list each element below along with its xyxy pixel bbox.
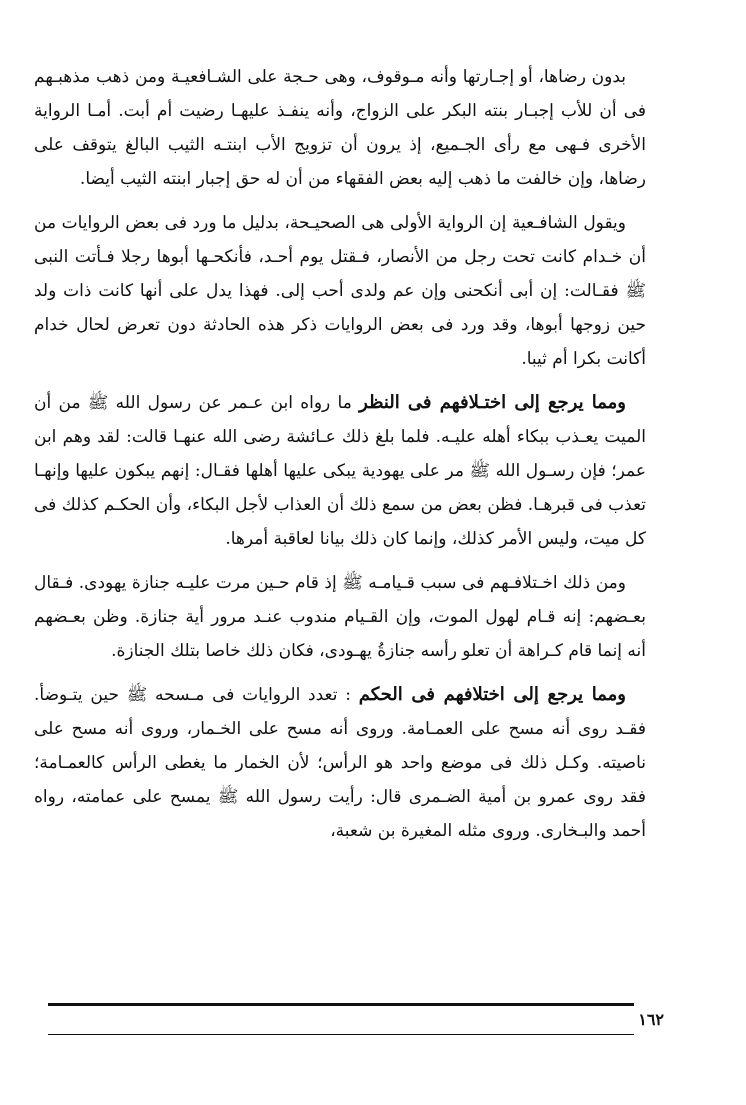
paragraph-1-text: بدون رضاها، أو إجـارتها وأنه مـوقوف، وهى حـجة على الشـافعيـة ومن ذهب مذهبـهم فى أن للأب إجبـار بنته البكر على الزواج، وأنه ينفـذ عليهـا رضيت أم أبت. أمـا الرواية الأخرى فـهى مع رأى الجـميع، إذ يرون أن تزويج الأب ابنتـه الثيب البالغ يتوقف على رضاها، وإن خالفت ما ذهب إليه بعض الفقهاء من أن له حق إجبار ابنته الثيب أيضا.: [34, 67, 647, 189]
page-number: ١٦٢: [638, 1010, 664, 1029]
paragraph-1: [34, 60, 646, 196]
paragraph-5: [34, 678, 646, 848]
paragraph-3-heading: ومما يرجع إلى اختـلافهم فى النظر: [359, 392, 626, 413]
footer-rule-thin: [48, 1034, 634, 1035]
paragraph-4: [34, 566, 646, 668]
paragraph-3: [34, 386, 646, 556]
paragraph-2-text: ويقول الشافـعية إن الرواية الأولى هى الصحيـحة، بدليل ما ورد فى بعض الروايات من أن خـدام كانت تحت رجل من الأنصار، فـقتل يوم أحـد، فأنكحـها أبوها رجلا فـأتت النبى ﷺ فقـالت: إن أبى أنكحنى وإن عم ولدى أحب إلى. فهذا يدل على أنها كانت ذات ولد حين زوجها أبوها، وقد ورد فى بعض الروايات ذكر هذه الحادثة دون تعرض لحال خدام أكانت بكرا أم ثيبا.: [34, 213, 646, 369]
paragraph-2: [34, 206, 646, 376]
paragraph-5-text: : تعدد الروايات فى مـسحه ﷺ حين يتـوضأ. فقـد روى أنه مسح على العمـامة. وروى أنه مسح على الخـمار، وروى أنه مسح على ناصيته. وكـل ذلك فى موضع واحد هو الرأس؛ لأن الخمار ما يغطى الرأس كالعمـامة؛ فقد روى عمرو بن أمية الضـمرى قال: رأيت رسول الله ﷺ يمسح على عمامته، رواه أحمد والبـخارى. وروى مثله المغيرة بن شعبة،: [34, 685, 646, 841]
paragraph-4-text: ومن ذلك اخـتلافـهم فى سبب قـيامـه ﷺ إذ قام حـين مرت عليـه جنازة يهودى. فـقال بعـضهم: إنه قـام لهول الموت، وإن القـيام مندوب عنـد مرور أية جنازة. وظن بعـضهم أنه إنما قام كـراهة أن تعلو رأسه جنازةُ يهـودى، فكان ذلك خاصا بتلك الجنازة.: [34, 573, 646, 661]
paragraph-5-heading: ومما يرجع إلى اختلافهم فى الحكم: [358, 684, 626, 705]
footer-rule-thick: [48, 1003, 634, 1006]
document-page: [34, 60, 646, 848]
paragraph-3-text: ما رواه ابن عـمر عن رسول الله ﷺ من أن الميت يعـذب ببكاء أهله عليـه. فلما بلغ ذلك عـائشة رضى الله عنهـا قالت: لقد وهم ابن عمر؛ فإن رسـول الله ﷺ مر على يهودية يبكى عليها أهلها فقـال: إنهم يبكون عليها وإنهـا تعذب فى قبرهـا. فظن بعض من سمع ذلك أن العذاب لأجل البكاء، وأن الحكـم كذلك فى كل ميت، وليس الأمر كذلك، وإنما كان ذلك بيانا لعاقبة أمرها.: [34, 393, 646, 549]
